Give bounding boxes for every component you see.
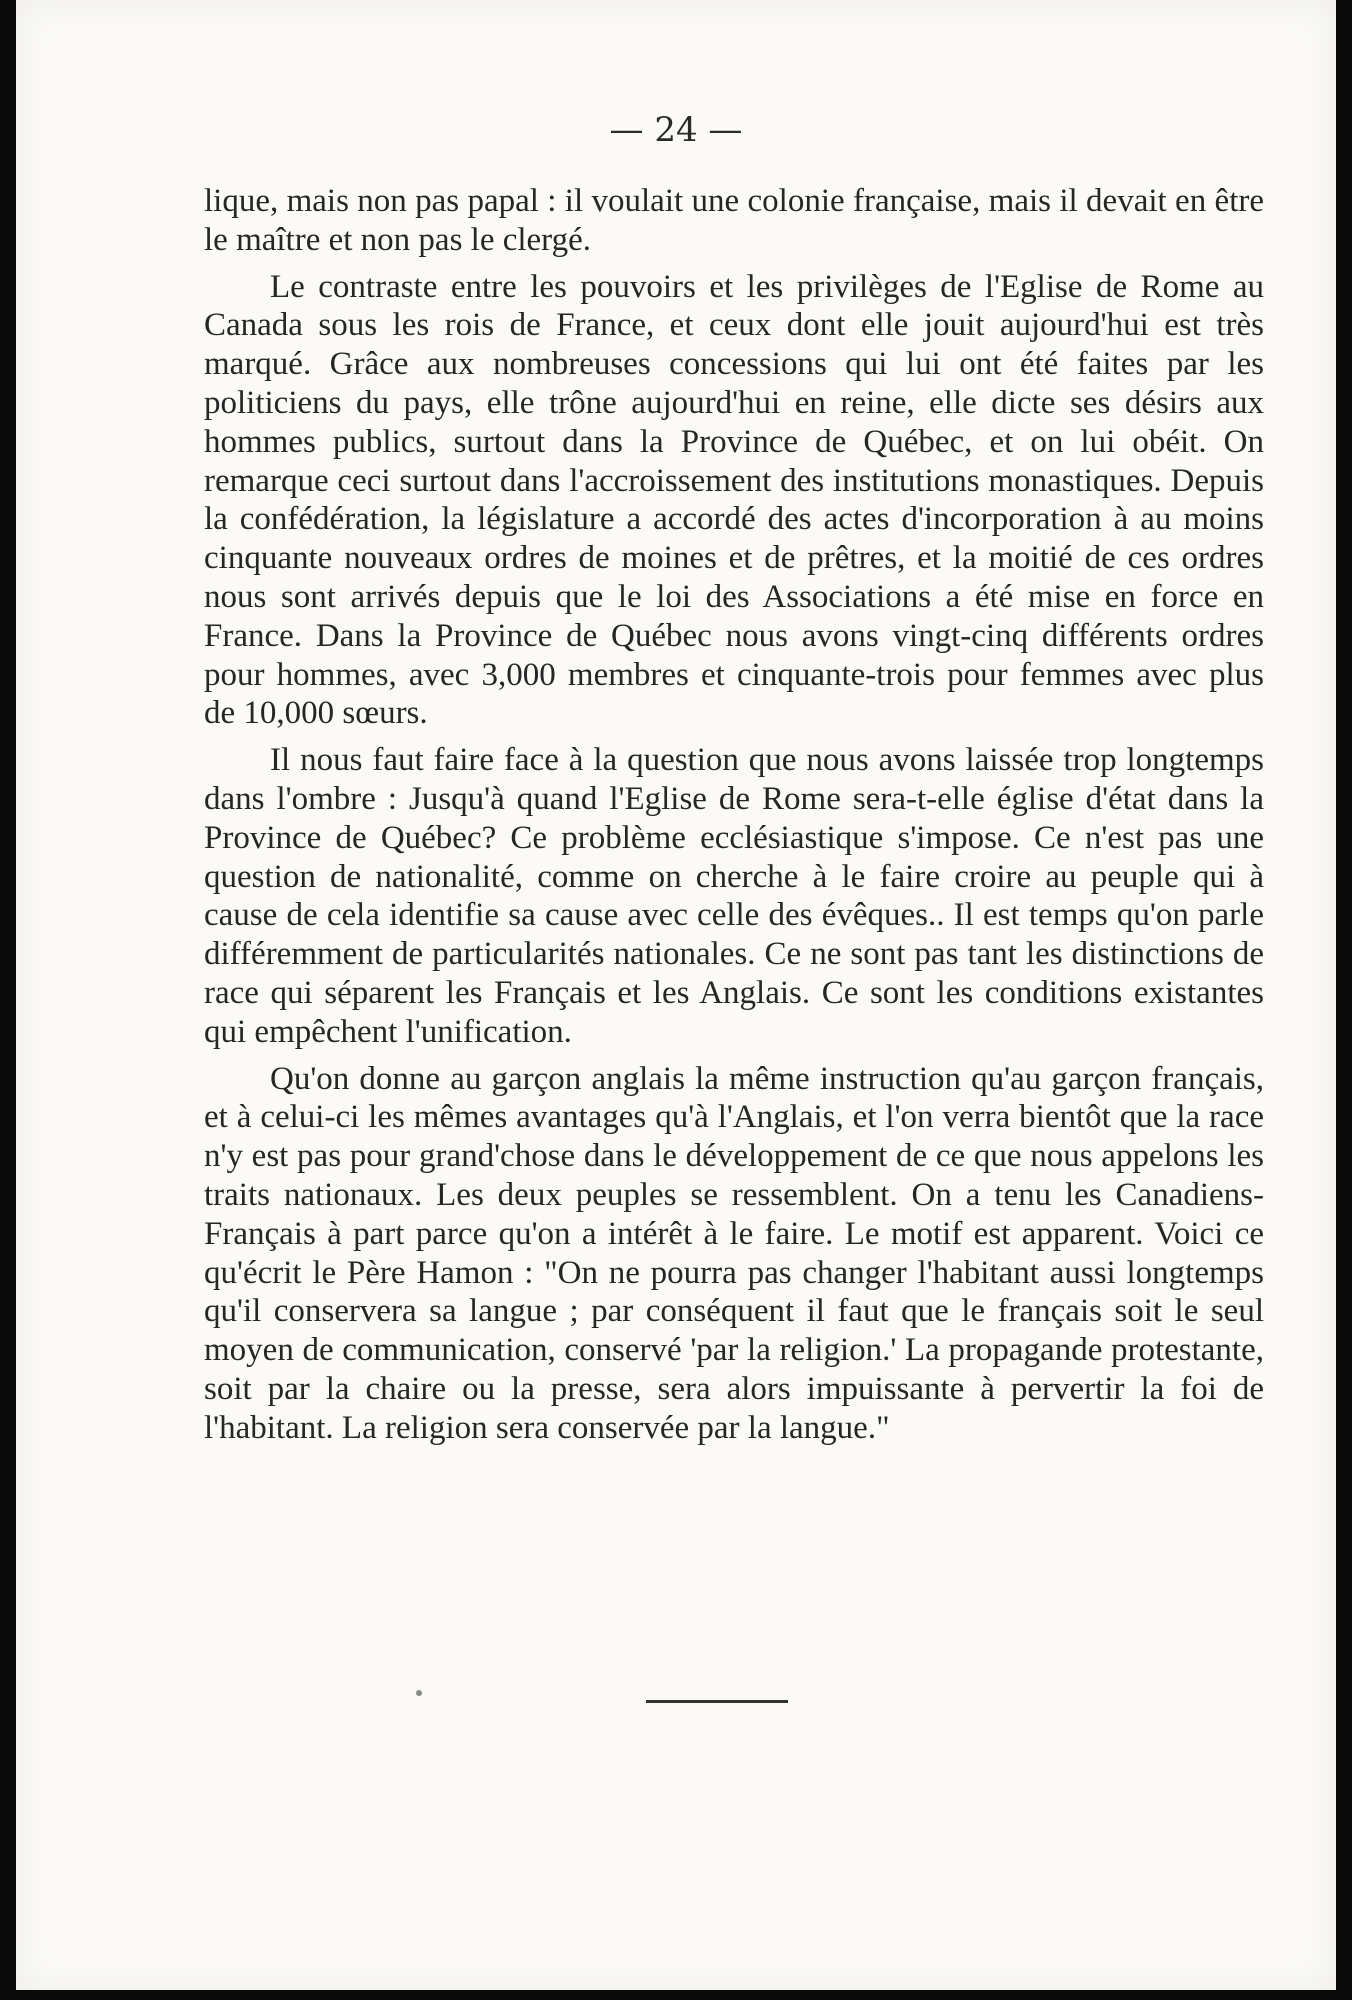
ink-speck [416,1690,422,1696]
section-end-rule [646,1700,788,1703]
paragraph-3: Il nous faut faire face à la question que nous avons laissée trop longtemps dans l'ombre : Jusqu'à quand l'Eglise de Rome sera-t-elle église d'état dans la Province de Québec? Ce problème ecclésiastique s'impose. Ce n'est pas une question de nationalité, comme on cherche à le faire croire au peuple qui à cause de cela identifie sa cause avec celle des évêques.. Il est temps qu'on parle différemment de particularités nationales. Ce ne sont pas tant les distinctions de race qui séparent les Français et les Anglais. Ce sont les conditions existantes qui empêchent l'unification. [204,742,1264,1050]
page-number: — 24 — [609,110,743,150]
paragraph-1: lique, mais non pas papal : il voulait une colonie française, mais il devait en être le maître et non pas le clergé. [204,183,1264,258]
paragraph-4: Qu'on donne au garçon anglais la même instruction qu'au garçon français, et à celui-ci les mêmes avantages qu'à l'Anglais, et l'on verra bientôt que la race n'y est pas pour grand'chose dans le développement de ce que nous appelons les traits nationaux. Les deux peuples se ressemblent. On a tenu les Canadiens-Français à part parce qu'on a intérêt à le faire. Le motif est apparent. Voici ce qu'écrit le Père Hamon : "On ne pourra pas changer l'habitant aussi longtemps qu'il conservera sa langue ; par conséquent il faut que le français soit le seul moyen de communication, conservé 'par la religion.' La propagande protestante, soit par la chaire ou la presse, sera alors impuissante à pervertir la foi de l'habitant. La religion sera conservée par la langue." [204,1060,1264,1446]
body-text [204,182,1264,1448]
document-page [16,0,1336,1990]
paragraph-2: Le contraste entre les pouvoirs et les privilèges de l'Eglise de Rome au Canada sous les rois de France, et ceux dont elle jouit aujourd'hui est très marqué. Grâce aux nombreuses concessions qui lui ont été faites par les politiciens du pays, elle trône aujourd'hui en reine, elle dicte ses désirs aux hommes publics, surtout dans la Province de Québec, et on lui obéit. On remarque ceci surtout dans l'accroissement des institutions monastiques. Depuis la confédération, la législature a accordé des actes d'incorporation à au moins cinquante nouveaux ordres de moines et de prêtres, et la moitié de ces ordres nous sont arrivés depuis que le loi des Associations a été mise en force en France. Dans la Province de Québec nous avons vingt-cinq différents ordres pour hommes, avec 3,000 membres et cinquante-trois pour femmes avec plus de 10,000 sœurs. [204,268,1264,732]
